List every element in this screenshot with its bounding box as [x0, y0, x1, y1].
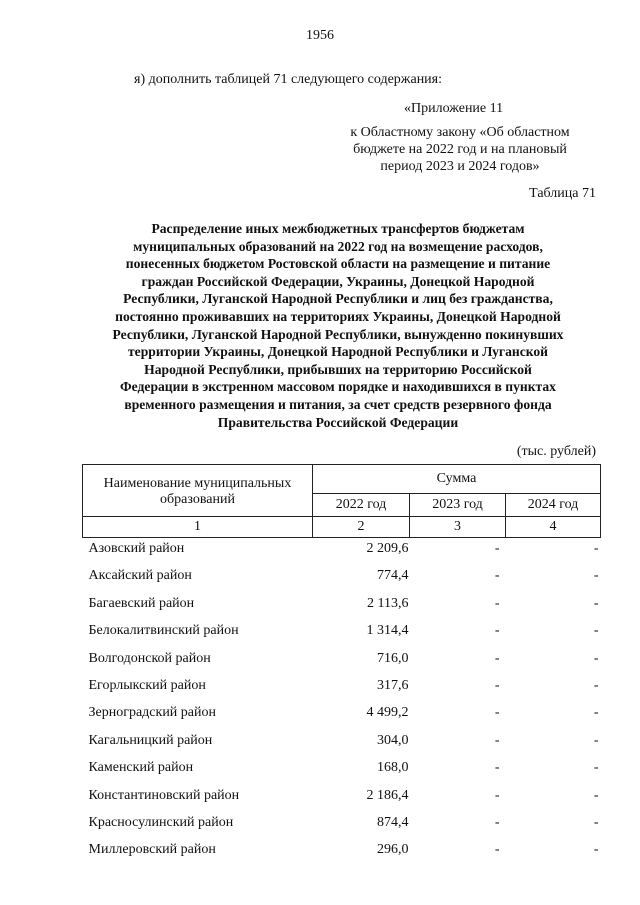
value-2024: -	[593, 732, 599, 748]
municipality-name: Каменский район	[88, 760, 194, 776]
transfers-table	[82, 464, 601, 867]
heading-line: граждан Российской Федерации, Украины, Донецкой Народной	[141, 273, 535, 289]
document-heading	[82, 220, 594, 431]
municipality-name: Кагальницкий район	[88, 732, 213, 748]
table-row	[83, 812, 601, 839]
value-2023: -	[494, 595, 500, 611]
municipality-name: Миллеровский район	[88, 842, 216, 858]
municipality-name: Волгодонской район	[88, 650, 211, 666]
table-row	[83, 785, 601, 812]
value-2023: -	[494, 623, 500, 639]
value-2024: -	[593, 787, 599, 803]
value-2024: -	[593, 595, 599, 611]
value-2022: 874,4	[377, 814, 409, 830]
municipality-name: Белокалитвинский район	[88, 623, 239, 639]
table-row	[83, 702, 601, 729]
header-sum-group: Сумма	[313, 465, 601, 494]
header-col-number: 3	[410, 517, 506, 538]
table-row	[83, 839, 601, 866]
header-year-2024: 2024 год	[506, 494, 601, 517]
value-2022: 4 499,2	[366, 705, 409, 721]
heading-line: Республики, Луганской Народной Республики, вынужденно покинувших	[112, 326, 564, 342]
value-2023: -	[494, 705, 500, 721]
value-2022: 2 209,6	[366, 541, 409, 556]
municipality-name: Аксайский район	[88, 568, 192, 584]
table-row	[83, 730, 601, 757]
heading-line: постоянно проживавших на территориях Украины, Донецкой Народной	[115, 308, 561, 324]
municipality-name: Азовский район	[88, 541, 185, 556]
value-2022: 2 186,4	[366, 787, 409, 803]
heading-line: Правительства Российской Федерации	[217, 414, 459, 430]
page-number: 1956	[306, 28, 334, 43]
municipality-name: Зерноградский район	[88, 705, 216, 721]
heading-line: Республики, Луганской Народной Республики и лиц без гражданства,	[123, 291, 553, 307]
municipality-name: Константиновский район	[88, 787, 240, 803]
appendix-reference-line: к Областному закону «Об областном	[350, 125, 570, 140]
municipality-name: Егорлыкский район	[88, 677, 206, 693]
value-2023: -	[494, 842, 500, 858]
municipality-name: Красносулинский район	[88, 814, 234, 830]
value-2024: -	[593, 814, 599, 830]
value-2024: -	[593, 568, 599, 584]
value-2024: -	[593, 760, 599, 776]
heading-line: временного размещения и питания, за счет средств резервного фонда	[124, 396, 552, 412]
header-name-column: Наименование муниципальных образований	[83, 465, 313, 517]
table-row	[83, 620, 601, 647]
appendix-reference-line: период 2023 и 2024 годов»	[380, 159, 540, 174]
value-2022: 1 314,4	[366, 623, 409, 639]
value-2023: -	[494, 650, 500, 666]
table-row	[83, 675, 601, 702]
value-2024: -	[593, 650, 599, 666]
value-2023: -	[494, 787, 500, 803]
value-2024: -	[593, 705, 599, 721]
heading-line: муниципальных образований на 2022 год на возмещение расходов,	[133, 238, 543, 254]
table-row	[83, 593, 601, 620]
value-2024: -	[593, 677, 599, 693]
value-2023: -	[494, 677, 500, 693]
value-2023: -	[494, 568, 500, 584]
heading-line: понесенных бюджетом Ростовской области на размещение и питание	[125, 256, 551, 272]
value-2022: 716,0	[377, 650, 409, 666]
value-2023: -	[494, 760, 500, 776]
table-row	[83, 565, 601, 592]
header-year-2023: 2023 год	[410, 494, 506, 517]
heading-line: Распределение иных межбюджетных трансфертов бюджетам	[151, 221, 525, 236]
heading-line: Федерации в экстренном массовом порядке и находившихся в пунктах	[120, 379, 556, 395]
value-2022: 304,0	[377, 732, 409, 748]
table-header	[83, 465, 601, 538]
header-col-number: 2	[313, 517, 410, 538]
header-year-2022: 2022 год	[313, 494, 410, 517]
value-2024: -	[593, 541, 599, 556]
heading-line: территории Украины, Донецкой Народной Республики и Луганской	[127, 344, 549, 360]
heading-line: Народной Республики, прибывших на территорию Российской	[144, 361, 532, 377]
value-2023: -	[494, 541, 500, 556]
value-2023: -	[494, 732, 500, 748]
value-2022: 168,0	[377, 760, 409, 776]
municipality-name: Багаевский район	[88, 595, 195, 611]
appendix-reference	[330, 124, 590, 175]
table-row	[83, 538, 601, 566]
value-2024: -	[593, 842, 599, 858]
value-2022: 296,0	[377, 842, 409, 858]
units-label: (тыс. рублей)	[516, 444, 596, 459]
value-2022: 774,4	[377, 568, 409, 584]
table-body	[83, 538, 601, 867]
header-col-number: 4	[506, 517, 601, 538]
value-2024: -	[593, 623, 599, 639]
intro-line: я) дополнить таблицей 71 следующего содержания:	[134, 72, 443, 87]
table-row	[83, 757, 601, 784]
header-col-number: 1	[83, 517, 313, 538]
table-number: Таблица 71	[529, 186, 596, 201]
value-2022: 317,6	[377, 677, 409, 693]
appendix-reference-line: бюджете на 2022 год и на плановый	[353, 142, 567, 157]
value-2023: -	[494, 814, 500, 830]
value-2022: 2 113,6	[367, 595, 409, 611]
table-row	[83, 648, 601, 675]
appendix-title: «Приложение 11	[404, 101, 504, 116]
